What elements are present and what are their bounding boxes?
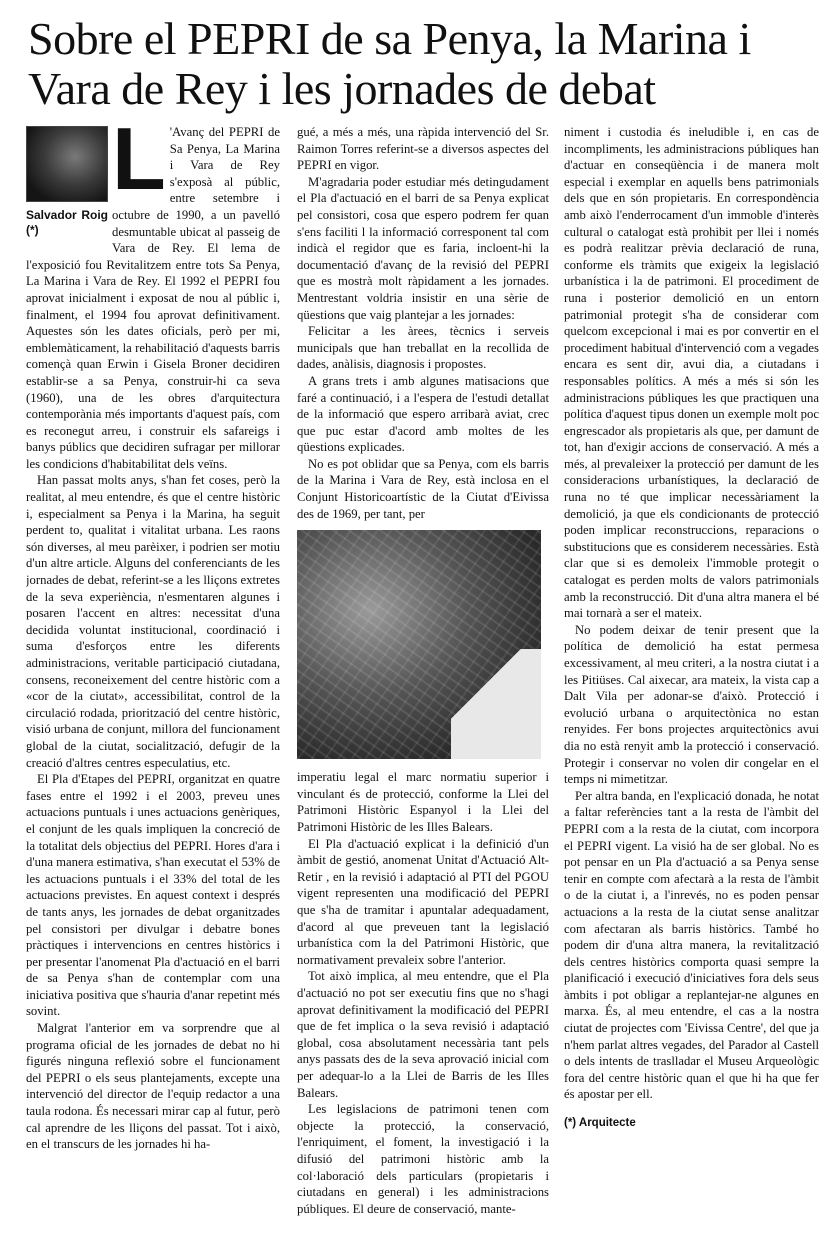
- author-footnote: (*) Arquitecte: [564, 1117, 636, 1130]
- author-photo: [26, 126, 108, 202]
- author-box: [26, 124, 108, 242]
- paragraph: A grans trets i amb algunes matisacions que faré a continuació, i a l'espera de l'estudi detallat de la informació que espero arribarà aviat, crec que puc estar d'acord amb moltes de les qüestions explicades.: [297, 373, 549, 455]
- column-2: [297, 124, 549, 1244]
- paragraph: El Pla d'Etapes del PEPRI, organitzat en quatre fases entre el 1992 i el 2003, preveu unes actuacions puntuals i unes actuacions genèriques, el conjunt de les quals impliquen la concreció de la totalitat dels objectius del PEPRI. Hores d'ara i d'una manera estimativa, s'han executat el 53% de les actuacions puntuals i el 33% del total de les actuacions previstes. En aquest context i després de tants anys, les jornades de debat organitzades pel consistori per divulgar i debatre bones pràctiques i intervencions en centres històrics i per presentar l'anomenat Pla d'actuació en el barri de sa Penya s'han de contemplar com una iniciativa positiva que s'hauria d'anar repetint més sovint.: [26, 772, 280, 1019]
- paragraph: Felicitar a les àrees, tècnics i serveis municipals que han treballat en la recollida de dades, anàlisis, diagnosis i propostes.: [297, 324, 549, 372]
- paragraph: Les legislacions de patrimoni tenen com objecte la protecció, la conservació, l'enriquiment, el foment, la investigació i la difusió del patrimoni històric amb la col·laboració dels particulars (propietaris i ciutadans en general) i les administracions públiques. El deure de conservació, mante-: [297, 1102, 549, 1216]
- paragraph: Han passat molts anys, s'han fet coses, però la realitat, al meu entendre, és que el centre històric i, especialment sa Penya i la Marina, ha seguit perdent to, qualitat i vitalitat urbana. Les raons són diverses, al meu parèixer, i podrien ser motiu d'un altre article. Alguns del conferenciants de les jornades de debat, referint-se a les lliçons extretes de la seva experiència, n'esmentaren algunes i posaren l'accent en altres: necessitat d'una decidida voluntat institucional, coordinació i suma d'esforços entre les diferents administracions, veritable participació ciutadana, consens, reconeixement del centre històric com a «cor de la ciutat», accessibilitat, control de la circulació rodada, priorització del centre històric, visió urbana de conjunt, millora del funcionament global de la ciutat, socialització, defugir de la creació d'altres centres especulatius, etc.: [26, 473, 280, 770]
- author-byline: Salvador Roig (*): [26, 208, 108, 237]
- paragraph: El Pla d'actuació explicat i la definició d'un àmbit de gestió, anomenat Unitat d'Actuació Alt-Retir , en la revisió i adaptació al PTI del PGOU vigent representen una modificació del PEPRI que s'ha de tramitar i apuntalar adequadament, d'acord al que preveuen tant la legislació urbanística com la del Patrimoni Històric, que normativament prevaleix sobre l'anterior.: [297, 836, 549, 967]
- column-3: [564, 124, 819, 1244]
- article-headline: Sobre el PEPRI de sa Penya, la Marina i Vara de Rey i les jornades de debat: [28, 13, 751, 114]
- aerial-city-photo: [297, 530, 541, 759]
- paragraph: M'agradaria poder estudiar més detingudament el Pla d'actuació en el barri de sa Penya explicat pel consistori, cosa que espero podrem fer quan s'ens faciliti l la informació corresponent tal com indicà el regidor que es faria, incloent-hi la documentació d'avanç de la revisió del PEPRI que es mostrà molt ràpidament a les jornades. Mentrestant voldria insistir en una sèrie de qüestions que vaig plantejar a les jornades:: [297, 174, 549, 322]
- paragraph: imperatiu legal el marc normatiu superior i vinculant és de protecció, conforme la Llei del Patrimoni Històric Espanyol i la Llei del Patrimoni Històric de les Illes Balears.: [297, 770, 549, 835]
- drop-cap: L: [112, 124, 166, 208]
- paragraph: Tot això implica, al meu entendre, que el Pla d'actuació no pot ser executiu fins que no s'hagi aprovat definitivament la modificació del PEPRI que de fet implica o la seva revisió i adaptació global, cosa absolutament necessària tant pels anys passats des de la seva aprovació inicial com per adequar-lo a la Llei de Barris de les Illes Balears.: [297, 969, 549, 1100]
- paragraph: Per altra banda, en l'explicació donada, he notat a faltar referències tant a la resta de l'àmbit del PEPRI com a la resta de la ciutat, com incorpora el PEPRI vigent. La visió ha de ser global. No es pot pensar en un Pla d'actuació a sa Penya sense tenir en compte com afectarà a la resta de l'àmbit o de la ciutat i, a l'inrevés, no es poden pensar actuacions a la resta de la ciutat sense analitzar com afectaran als barris històrics. També ho podem dir d'una altra manera, la revitalització dels centres històrics comporta quasi sempre la planificació i execució d'iniciatives fora dels seus àmbits i pot obligar a replantejar-ne algunes en marxa. És, al meu entendre, el cas a la nostra ciutat de projectes com 'Eivissa Centre', del que ja n'hem parlat altres vegades, del Parador al Castell o dels intents de traslladar el Museu Arqueològic fora del centre històric quan el que hi ha que fer és apostar per ell.: [564, 788, 819, 1102]
- paragraph: niment i custodia és ineludible i, en cas de incompliments, les administracions públiques han d'actuar en conseqüència i de manera molt especial i exemplar en aquells bens patrimonials dels que en són propietaris. En correspondència amb això l'enderrocament d'un immoble d'interès cultural o catalogat està prohibit per llei i només es podrà realitzar prèvia declaració de runa, conforme els tràmits que exigeix la legislació urbanística i la de patrimoni. El procediment de runa i posterior demolició en un entorn patrimonial protegit s'ha de considerar com quelcom excepcional i mai es por convertir en el procediment habitual d'intervenció com a vegades encara es sent dir, avui dia, a ciutadans i responsables polítics. A més a més si són les administracions públiques les que practiquen una política d'aquest tipus donen un exemple molt poc engrescador als propietaris als que, per damunt de tot, han d'exigir accions de conservació. A més a més, al prevaleixer la protecció per damunt de les consideracions urbanístiques, la declaració de runa no té que implicar necessàriament la demolició, ja que els condicionants de protecció poden implicar reconstruccions, reparacions o substitucions que es considerem necessàries. Està clar que si es demoleix l'immoble protegit o catalogat es perden molts de valors patrimonials amb la reconstrucció. Dit d'una altra manera el bé mai tornarà a ser el mateix.: [564, 125, 819, 621]
- paragraph: gué, a més a més, una ràpida intervenció del Sr. Raimon Torres referint-se a diversos aspectes del PEPRI en vigor.: [297, 125, 549, 173]
- coastline-shape: [451, 649, 541, 759]
- paragraph: Malgrat l'anterior em va sorprendre que al programa oficial de les jornades de debat no hi figurés ninguna reflexió sobre el funcionament del PEPRI o els seus plantejaments, excepte una intervenció del director de l'equip redactor a una taula rodona. És necessari mirar cap al futur, però cal aprendre de les lliçons del passat. Tot i això, en el transcurs de les jornades hi ha-: [26, 1021, 280, 1152]
- paragraph: 'Avanç del PEPRI de Sa Penya, La Marina i Vara de Rey s'exposà al públic, entre setembre i octubre de 1990, a un pavelló desmuntable ubicat al passeig de Vara de Rey. El lema de l'exposició fou Revitalitzem entre tots Sa Penya, La Marina i Vara de Rey. El 1992 el PEPRI fou aprovat inicialment i exposat de nou al públic i, finalment, el 1994 fou aprovat definitivament. Aquestes són les dates oficials, però per mi, emblemàticament, la rehabilitació d'aquests barris començà quan Erwin i Gisela Broner decidiren establir-se a sa Penya, construir-hi ca seva (1960), una de les obres d'arquitectura contemporània més importants d'aquest país, com es reconegut arreu, i construir els safareigs i banys públics que decidiren sufragar per millorar les condicions d'habitabilitat dels veïns.: [26, 125, 280, 471]
- paragraph: No es pot oblidar que sa Penya, com els barris de la Marina i Vara de Rey, està inclosa en el Conjunt Historicoartístic de la Ciutat d'Eivissa des de 1969, per tant, per: [297, 456, 549, 521]
- paragraph: No podem deixar de tenir present que la política de demolició ha estat permesa excessivament, al meu criteri, a la nostra ciutat i a les Pitiüses. Cal aixecar, ara mateix, la vista cap a Dalt Vila per adonar-se d'això. Protecció i evolució urbana o arquitectònica no estan renyides. Fer bons projectes arquitectònics avui dia no està renyit amb la protecció i conservació. Protegir i conservar no volen dir congelar en el temps ni mimetitzar.: [564, 622, 819, 787]
- column-1: [26, 124, 280, 1244]
